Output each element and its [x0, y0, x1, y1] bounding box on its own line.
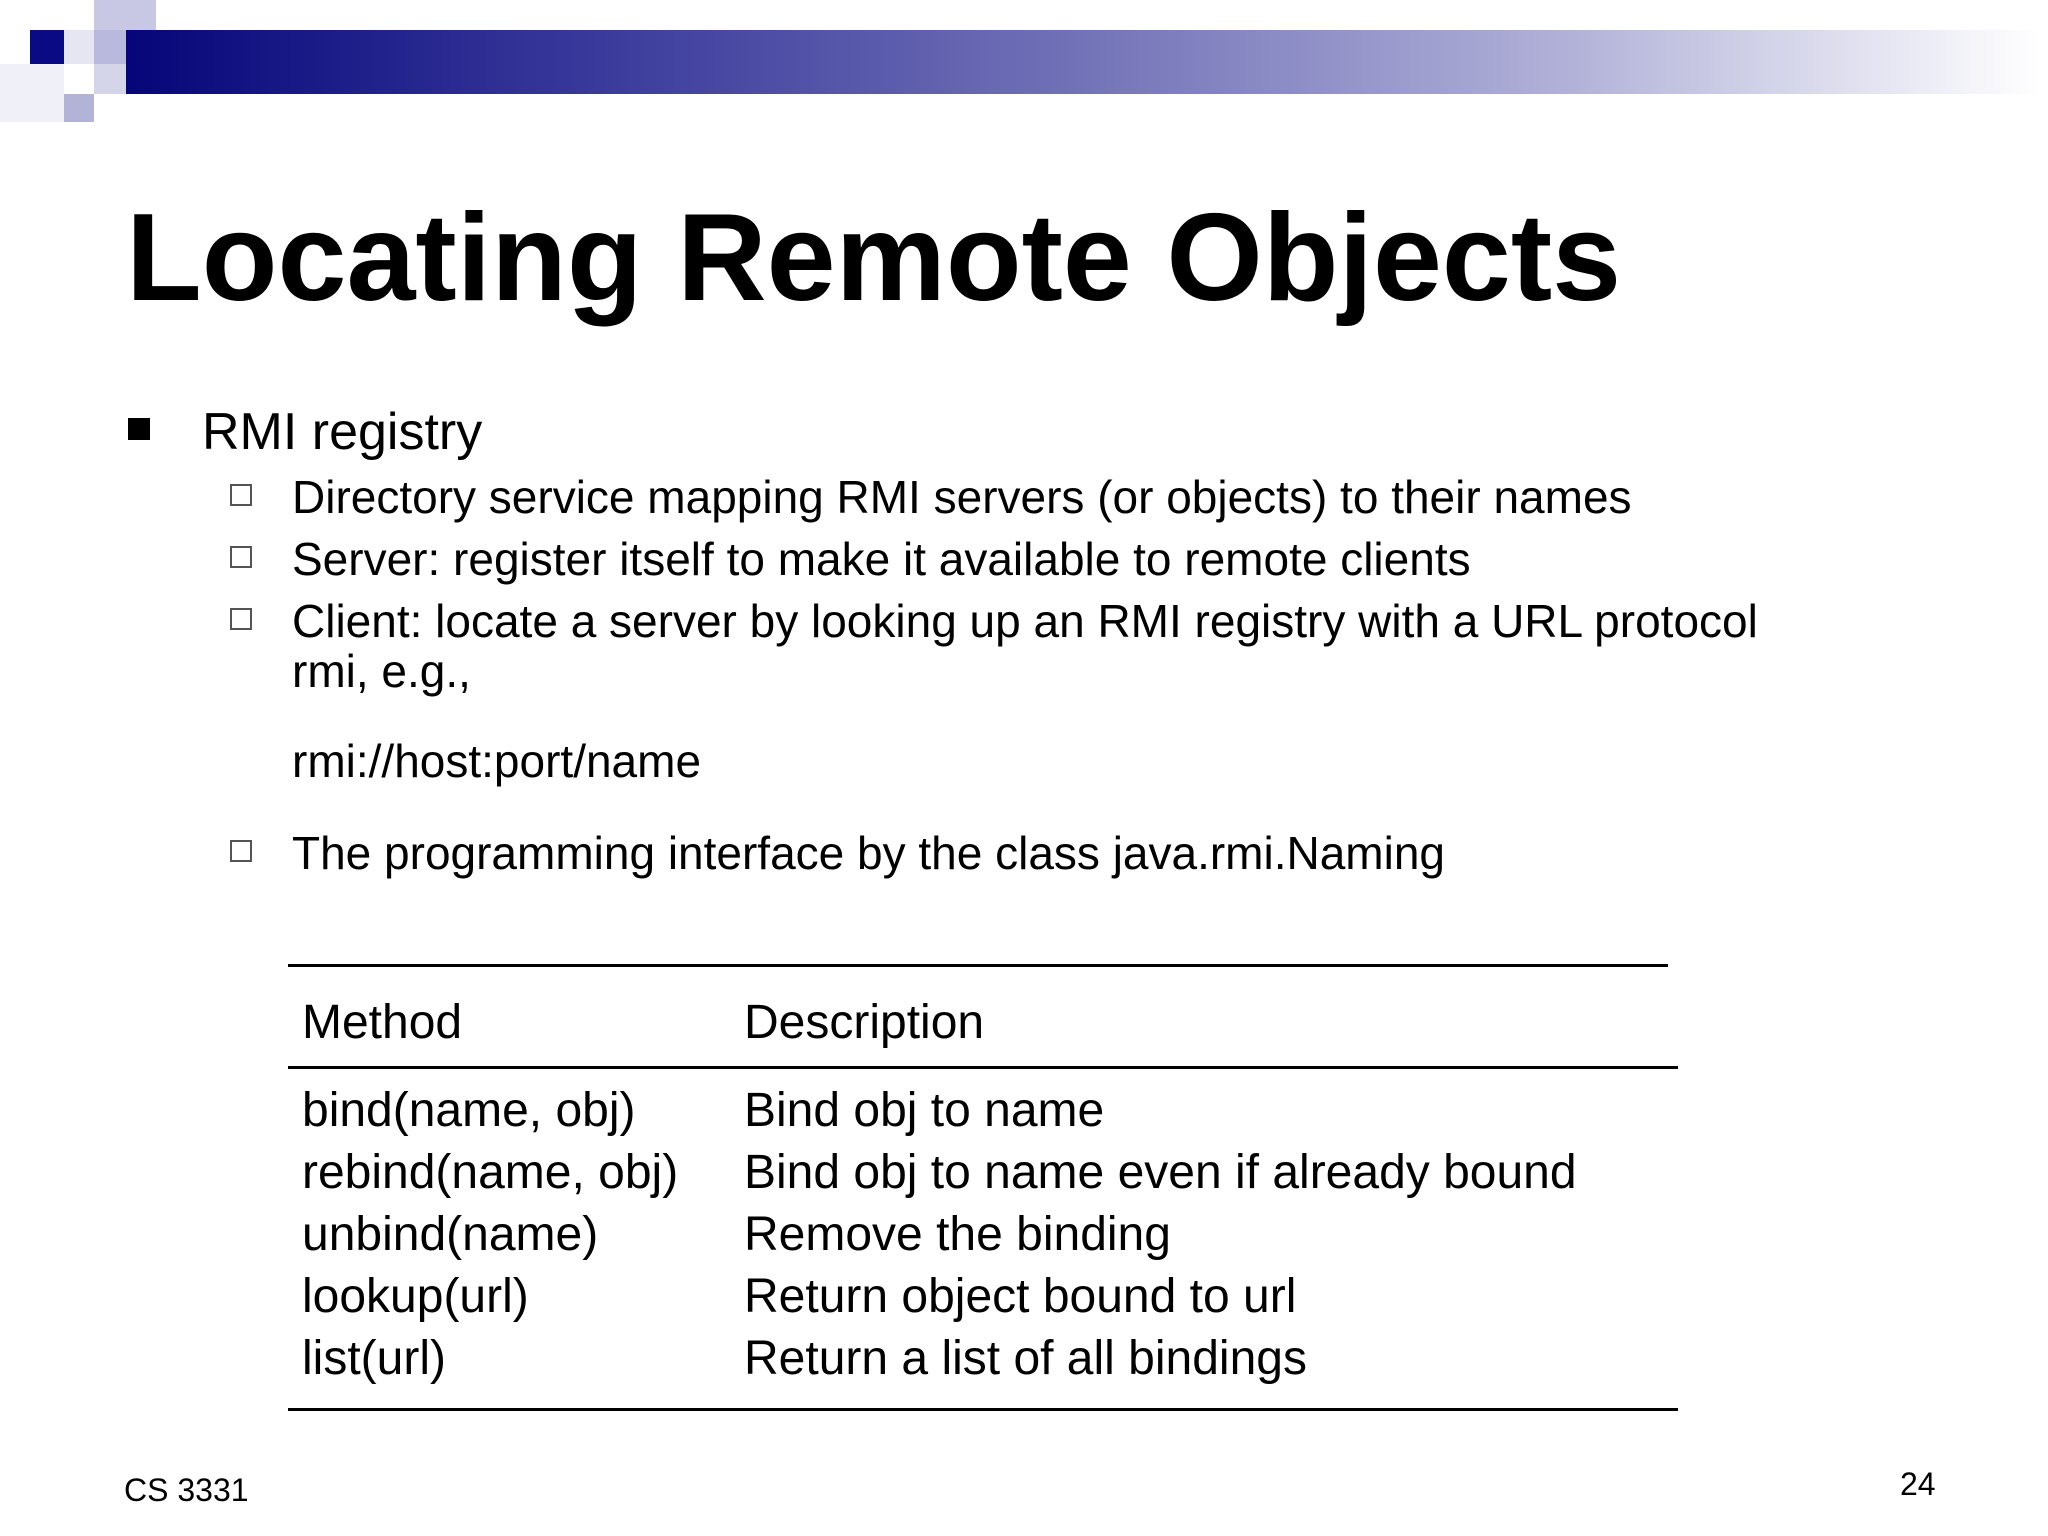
table-cell-method: rebind(name, obj): [302, 1146, 679, 1199]
bullet-text: RMI registry: [202, 403, 483, 461]
header-square-decoration: [94, 30, 126, 64]
table-cell-description: Remove the binding: [744, 1208, 1171, 1261]
table-cell-description: Return a list of all bindings: [744, 1332, 1307, 1385]
hollow-square-bullet-icon: [230, 840, 252, 862]
header-square-decoration: [94, 0, 156, 30]
table-cell-method: lookup(url): [302, 1270, 529, 1323]
header-square-decoration: [64, 94, 94, 122]
sub-bullet-continuation: rmi, e.g.,: [292, 645, 471, 697]
page-number: 24: [1900, 1466, 1936, 1502]
header-square-decoration: [64, 30, 94, 64]
sub-bullet-text: Client: locate a server by looking up an RMI registry with a URL protocol: [292, 595, 1758, 647]
table-bottom-rule: [288, 1408, 1678, 1411]
table-cell-method: list(url): [302, 1332, 446, 1385]
header-square-decoration: [0, 64, 64, 122]
header-square-decoration: [30, 30, 64, 64]
slide-title: Locating Remote Objects: [126, 189, 1622, 327]
table-header-rule: [288, 1066, 1678, 1069]
table-top-rule: [288, 964, 1668, 967]
square-bullet-icon: [128, 418, 150, 440]
table-cell-description: Bind obj to name even if already bound: [744, 1146, 1577, 1199]
header-square-decoration: [94, 64, 126, 94]
footer-course: CS 3331: [124, 1472, 249, 1508]
sub-bullet-text: The programming interface by the class java.rmi.Naming: [292, 827, 1446, 879]
hollow-square-bullet-icon: [230, 484, 252, 506]
hollow-square-bullet-icon: [230, 608, 252, 630]
hollow-square-bullet-icon: [230, 546, 252, 568]
url-example: rmi://host:port/name: [292, 735, 702, 787]
table-header-method: Method: [302, 996, 463, 1049]
header-gradient-bar: [120, 30, 2040, 94]
sub-bullet-text: Server: register itself to make it available to remote clients: [292, 533, 1471, 585]
header-square-decoration: [0, 0, 30, 30]
table-cell-method: unbind(name): [302, 1208, 599, 1261]
table-cell-method: bind(name, obj): [302, 1084, 636, 1137]
table-cell-description: Return object bound to url: [744, 1270, 1297, 1323]
table-header-description: Description: [744, 996, 985, 1049]
sub-bullet-text: Directory service mapping RMI servers (or objects) to their names: [292, 471, 1632, 523]
table-cell-description: Bind obj to name: [744, 1084, 1105, 1137]
